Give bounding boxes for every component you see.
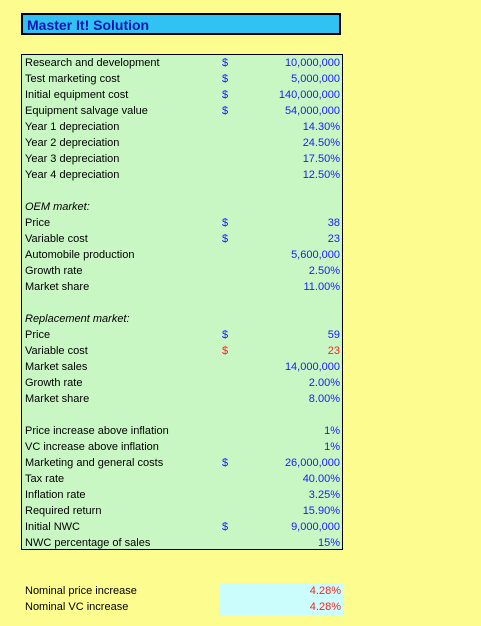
table-row[interactable] xyxy=(22,503,342,519)
nominal-label: Nominal price increase xyxy=(25,585,137,597)
currency-symbol: $ xyxy=(222,521,229,533)
row-label: Price increase above inflation xyxy=(25,425,169,437)
cell-value[interactable]: 140,000,000 xyxy=(278,89,340,101)
table-row[interactable] xyxy=(22,279,342,295)
table-row[interactable] xyxy=(22,151,342,167)
cell-value[interactable]: 24.50% xyxy=(302,137,340,149)
table-row[interactable] xyxy=(22,231,342,247)
table-row[interactable] xyxy=(22,247,342,263)
table-row[interactable] xyxy=(22,359,342,375)
row-label: Market share xyxy=(25,281,90,293)
table-row[interactable] xyxy=(22,167,342,183)
table-row[interactable] xyxy=(22,135,342,151)
row-label: Inflation rate xyxy=(25,489,86,501)
row-label: Initial NWC xyxy=(25,521,81,533)
row-label: Replacement market: xyxy=(25,313,130,325)
cell-value[interactable]: 12.50% xyxy=(302,169,340,181)
table-row[interactable] xyxy=(22,71,342,87)
cell-value[interactable]: 14,000,000 xyxy=(284,361,340,373)
table-row[interactable] xyxy=(22,327,342,343)
table-row[interactable] xyxy=(22,471,342,487)
cell-value[interactable]: 5,000,000 xyxy=(291,73,340,85)
table-row[interactable] xyxy=(22,263,342,279)
cell-value[interactable]: 2.50% xyxy=(308,265,340,277)
row-label: Variable cost xyxy=(25,233,88,245)
table-row[interactable] xyxy=(22,343,342,359)
cell-value[interactable]: 10,000,000 xyxy=(284,57,340,69)
row-label: OEM market: xyxy=(25,201,90,213)
currency-symbol: $ xyxy=(222,57,229,69)
currency-symbol: $ xyxy=(222,457,229,469)
cell-value[interactable]: 3.25% xyxy=(308,489,340,501)
row-label: Year 4 depreciation xyxy=(25,169,120,181)
table-row[interactable] xyxy=(22,535,342,551)
currency-symbol: $ xyxy=(222,233,229,245)
row-label: Year 3 depreciation xyxy=(25,153,120,165)
row-label: NWC percentage of sales xyxy=(25,537,151,549)
cell-value[interactable]: 5,600,000 xyxy=(291,249,340,261)
table-row[interactable] xyxy=(22,391,342,407)
cell-value[interactable]: 23 xyxy=(327,345,340,357)
row-label: Price xyxy=(25,217,51,229)
table-row[interactable] xyxy=(22,119,342,135)
nominal-label: Nominal VC increase xyxy=(25,601,129,613)
row-label: Year 1 depreciation xyxy=(25,121,120,133)
row-label: Tax rate xyxy=(25,473,65,485)
cell-value[interactable]: 8.00% xyxy=(308,393,340,405)
row-label: Market sales xyxy=(25,361,88,373)
cell-value[interactable]: 38 xyxy=(327,217,340,229)
cell-value[interactable]: 15.90% xyxy=(302,505,340,517)
row-label: Year 2 depreciation xyxy=(25,137,120,149)
row-label: Automobile production xyxy=(25,249,135,261)
table-row[interactable] xyxy=(22,87,342,103)
inputs-panel xyxy=(21,54,343,550)
cell-value[interactable]: 15% xyxy=(317,537,340,549)
cell-value[interactable]: 54,000,000 xyxy=(284,105,340,117)
currency-symbol: $ xyxy=(222,105,229,117)
currency-symbol: $ xyxy=(222,73,229,85)
row-label: Test marketing cost xyxy=(25,73,120,85)
row-label: Growth rate xyxy=(25,377,83,389)
cell-value[interactable]: 40.00% xyxy=(302,473,340,485)
row-label: Equipment salvage value xyxy=(25,105,148,117)
table-row[interactable] xyxy=(22,55,342,71)
row-label: Variable cost xyxy=(25,345,88,357)
table-row[interactable] xyxy=(22,103,342,119)
currency-symbol: $ xyxy=(222,329,229,341)
table-row[interactable] xyxy=(22,215,342,231)
table-row[interactable] xyxy=(22,311,342,327)
cell-value[interactable]: 11.00% xyxy=(303,281,340,293)
table-row[interactable] xyxy=(22,439,342,455)
cell-value[interactable]: 14.30% xyxy=(302,121,340,133)
cell-value[interactable]: 1% xyxy=(324,425,340,437)
row-label: Research and development xyxy=(25,57,160,69)
nominal-value-cell[interactable]: 4.28% xyxy=(219,583,343,599)
title-box[interactable] xyxy=(21,13,341,35)
row-label: Marketing and general costs xyxy=(25,457,164,469)
row-label: Initial equipment cost xyxy=(25,89,129,101)
table-row[interactable] xyxy=(22,423,342,439)
table-row[interactable] xyxy=(22,199,342,215)
table-row[interactable] xyxy=(22,455,342,471)
cell-value[interactable]: 26,000,000 xyxy=(284,457,340,469)
cell-value[interactable]: 23 xyxy=(327,233,340,245)
cell-value[interactable]: 59 xyxy=(327,329,340,341)
row-label: Required return xyxy=(25,505,102,517)
page-title: Master It! Solution xyxy=(27,17,150,33)
currency-symbol: $ xyxy=(222,89,229,101)
row-label: Market share xyxy=(25,393,90,405)
row-label: Price xyxy=(25,329,51,341)
cell-value[interactable]: 1% xyxy=(324,441,340,453)
nominal-value-cell[interactable]: 4.28% xyxy=(219,599,343,615)
cell-value[interactable]: 9,000,000 xyxy=(291,521,340,533)
table-row[interactable] xyxy=(22,487,342,503)
row-label: Growth rate xyxy=(25,265,83,277)
cell-value[interactable]: 2.00% xyxy=(308,377,340,389)
currency-symbol: $ xyxy=(222,345,229,357)
table-row[interactable] xyxy=(22,375,342,391)
cell-value[interactable]: 17.50% xyxy=(302,153,340,165)
row-label: VC increase above inflation xyxy=(25,441,159,453)
table-row[interactable] xyxy=(22,519,342,535)
currency-symbol: $ xyxy=(222,217,229,229)
